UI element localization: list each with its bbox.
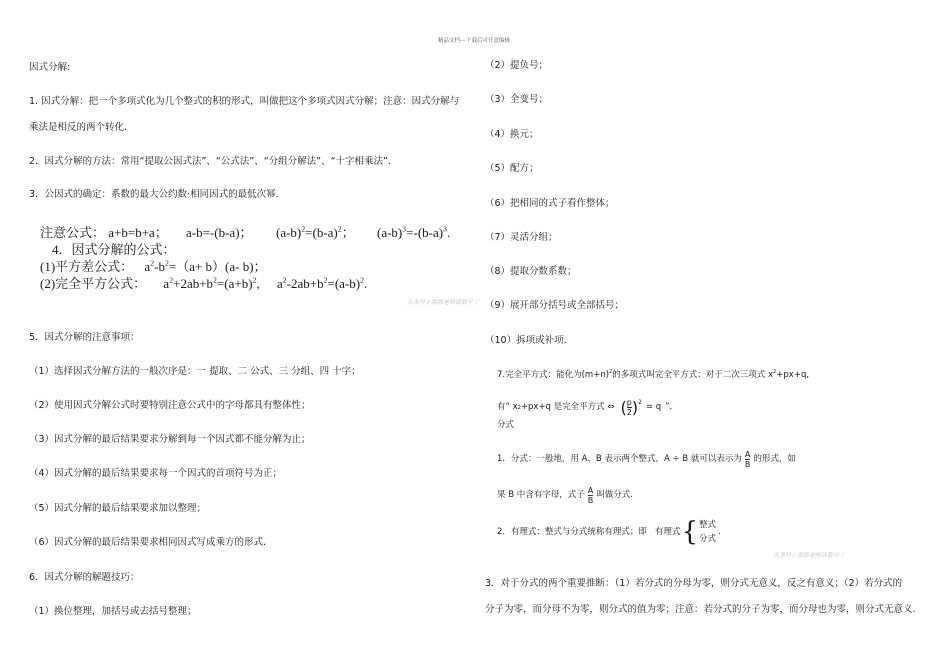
- fraction-definition-line-1: 1．分式：一般地，用 A、B 表示两个整式，A ÷ B 就可以表示为 $\frac{A}{B}$ 的形式，如: [497, 450, 796, 469]
- a-over-b-fraction: $\frac{A}{B}$: [744, 450, 751, 469]
- skill-6: （6）把相同的式子看作整体；: [485, 198, 615, 209]
- perfect-square-condition: 有“ x 2 +px+q 是完全平方式 ⇔ ( $\frac{p}{2}$ ) 2 = q ”．: [497, 397, 679, 417]
- formula-3: $(a-b)^2=(b-a)^2$；: [276, 224, 355, 240]
- paragraph-2: 2．因式分解的方法：常用“提取公因式法”、“公式法”、“分组分解法”、“十字相乘法”．: [29, 156, 398, 167]
- paragraph-1-line-1: 1. 因式分解：把一个多项式化为几个整式的积的形式，叫做把这个多项式因式分解；注意：因式分解与: [29, 96, 460, 107]
- paragraph-3-right-line-2: 分子为零，而分母不为零，则分式的值为零；注意：若分式的分子为零，而分母也为零，则分式无意义.: [485, 604, 916, 615]
- skill-1: （1）换位整理，加括号或去括号整理；: [29, 606, 197, 617]
- perfect-square-definition: 7.完全平方式：能化为$(m+n)^2$的多项式叫完全平方式；对于二次三项式 $x^2+px+q$,: [497, 369, 810, 380]
- paragraph-6: 6．因式分解的解题技巧：: [29, 572, 140, 583]
- note-2: （2）使用因式分解公式时要特别注意公式中的字母都具有整体性；: [29, 400, 311, 411]
- note-6: （6）因式分解的最后结果要求相同因式写成乘方的形式.: [29, 537, 267, 548]
- formula-1: a+b=b+a；: [108, 225, 168, 240]
- skill-7: （7）灵活分组；: [485, 232, 558, 243]
- skill-4: （4）换元；: [485, 129, 539, 140]
- fraction-heading: 分式: [497, 420, 515, 430]
- note-5: （5）因式分解的最后结果要求加以整理；: [29, 503, 207, 514]
- formula-4: $(a-b)^3=-(b-a)^3$.: [377, 224, 451, 240]
- skill-2: （2）提负号；: [485, 60, 549, 71]
- note-4: （4）因式分解的最后结果要求每一个因式的首项符号为正；: [29, 468, 283, 479]
- skill-10: （10）拆项或补项.: [485, 335, 567, 346]
- watermark-right: 头条号 / 那那老师讲数学了: [773, 552, 845, 559]
- skill-9: （9）展开部分括号或全部括号；: [485, 300, 625, 311]
- skill-8: （8）提取分数系数；: [485, 266, 577, 277]
- paragraph-3-right-line-1: 3．对于分式的两个重要推断：（1）若分式的分母为零，则分式无意义，反之有意义；（2）若分式的: [485, 578, 903, 589]
- a-over-b-fraction-2: $\frac{A}{B}$: [587, 486, 594, 505]
- formula-2: a-b=-(b-a)；: [186, 225, 253, 240]
- paragraph-1-line-2: 乘法是相反的两个转化.: [29, 122, 128, 133]
- skill-3: （3）全变号；: [485, 94, 549, 105]
- note-3: （3）因式分解的最后结果要求分解到每一个因式都不能分解为止；: [29, 434, 311, 445]
- fraction-definition-line-2: 果 B 中含有字母，式子 $\frac{A}{B}$ 叫做分式.: [497, 486, 633, 505]
- formula-note-label: 注意公式：: [40, 225, 106, 240]
- formula-difference-of-squares: (1)平方差公式： $a^2-b^2=(a+ b)(a-$ b)；: [40, 258, 267, 274]
- p-over-2-fraction: $\frac{p}{2}$: [626, 398, 632, 417]
- page-header: 精品文档---下载后可任意编辑: [438, 38, 510, 44]
- formula-heading: 4．因式分解的公式：: [52, 242, 176, 257]
- formula-line-note: [40, 225, 168, 240]
- paragraph-5: 5．因式分解的注意事项：: [29, 332, 140, 343]
- watermark-left: 头条号 / 那那老师讲数学了: [407, 299, 479, 306]
- rational-expression-definition: 2．有理式：整式与分式统称有理式；即 有理式 { 整式 分式 .: [497, 517, 721, 547]
- skill-5: （5）配方；: [485, 163, 539, 174]
- formula-perfect-square: (2)完全平方公式： $a^2+2ab+b^2=(a+b)^2$, $a^2-2ab+b^2=(a-b)^2$.: [40, 275, 368, 291]
- paragraph-3: 3．公因式的确定：系数的最大公约数·相同因式的最低次幂.: [29, 189, 279, 200]
- section-title: 因式分解:: [29, 62, 71, 73]
- note-1: （1）选择因式分解方法的一般次序是：一 提取、二 公式、三 分组、四 十字；: [29, 366, 361, 377]
